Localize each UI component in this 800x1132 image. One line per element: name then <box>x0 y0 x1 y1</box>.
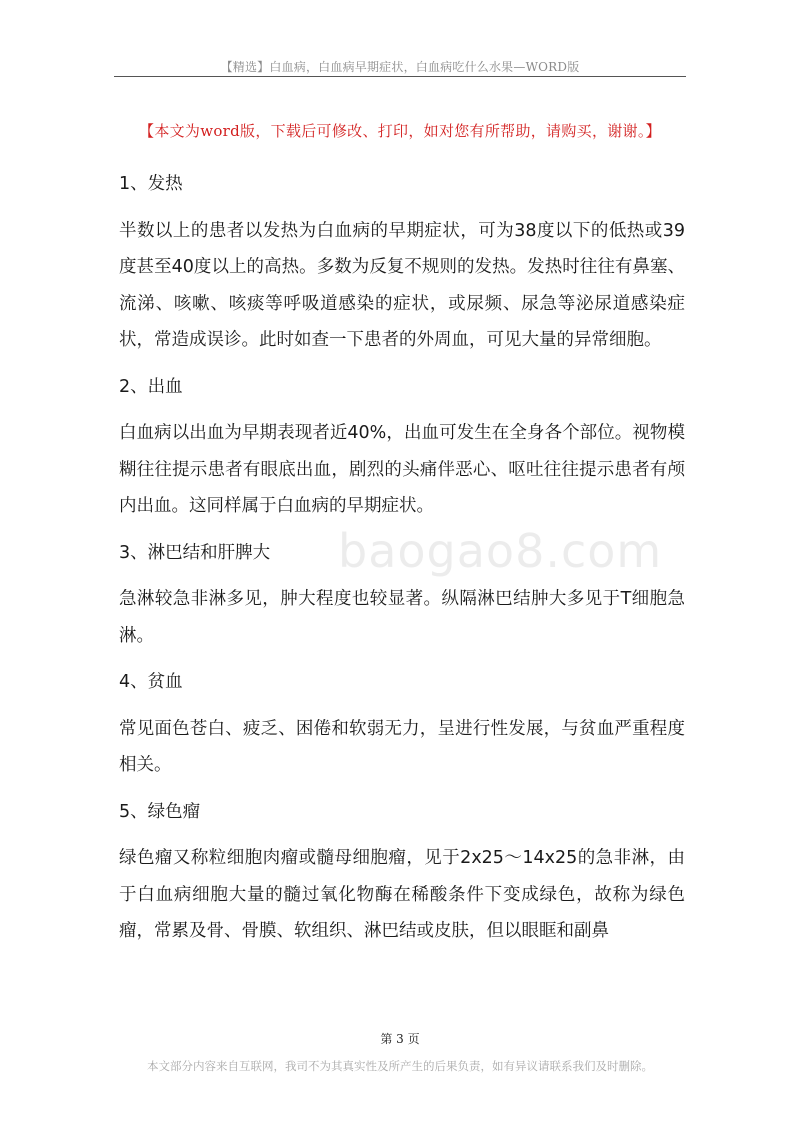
section-body-fever: 半数以上的患者以发热为白血病的早期症状，可为38度以下的低热或39度甚至40度以上的高热。多数为反复不规则的发热。发热时往往有鼻塞、流涕、咳嗽、咳痰等呼吸道感染的症状，或尿频、尿急等泌尿道感染症状，常造成误诊。此时如查一下患者的外周血，可见大量的异常细胞。 <box>119 220 685 350</box>
watermark-text: baogao8.com <box>338 524 663 578</box>
word-version-notice: 【本文为word版，下载后可修改、打印，如对您有所帮助，请购买，谢谢。】 <box>139 122 661 140</box>
section-heading-fever: 1、发热 <box>119 174 183 194</box>
section-heading-bleeding: 2、出血 <box>119 376 183 397</box>
section-heading-chloroma: 5、绿色瘤 <box>119 801 201 822</box>
section-heading-lymph: 3、淋巴结和肝脾大 <box>119 542 271 563</box>
footer-disclaimer: 本文部分内容来自互联网，我司不为其真实性及所产生的后果负责，如有异议请联系我们及时删除。 <box>147 1059 653 1073</box>
page-number: 第 3 页 <box>380 1032 420 1046</box>
section-body-lymph: 急淋较急非淋多见，肿大程度也较显著。纵隔淋巴结肿大多见于T细胞急淋。 <box>119 589 685 646</box>
section-body-chloroma: 绿色瘤又称粒细胞肉瘤或髓母细胞瘤，见于2x25～14x25的急非淋，由于白血病细胞大量的髓过氧化物酶在稀酸条件下变成绿色，故称为绿色瘤，常累及骨、骨膜、软组织、淋巴结或皮肤，但以眼眶和副鼻 <box>119 848 685 941</box>
header-title: 【精选】白血病，白血病早期症状，白血病吃什么水果—WORD版 <box>220 60 580 74</box>
section-body-bleeding: 白血病以出血为早期表现者近40%，出血可发生在全身各个部位。视物模糊往往提示患者有眼底出血，剧烈的头痛伴恶心、呕吐往往提示患者有颅内出血。这同样属于白血病的早期症状。 <box>119 423 685 516</box>
header-divider <box>114 76 686 77</box>
section-heading-anemia: 4、贫血 <box>119 672 183 692</box>
section-body-anemia: 常见面色苍白、疲乏、困倦和软弱无力，呈进行性发展，与贫血严重程度相关。 <box>119 718 685 775</box>
document-body <box>119 166 685 960</box>
